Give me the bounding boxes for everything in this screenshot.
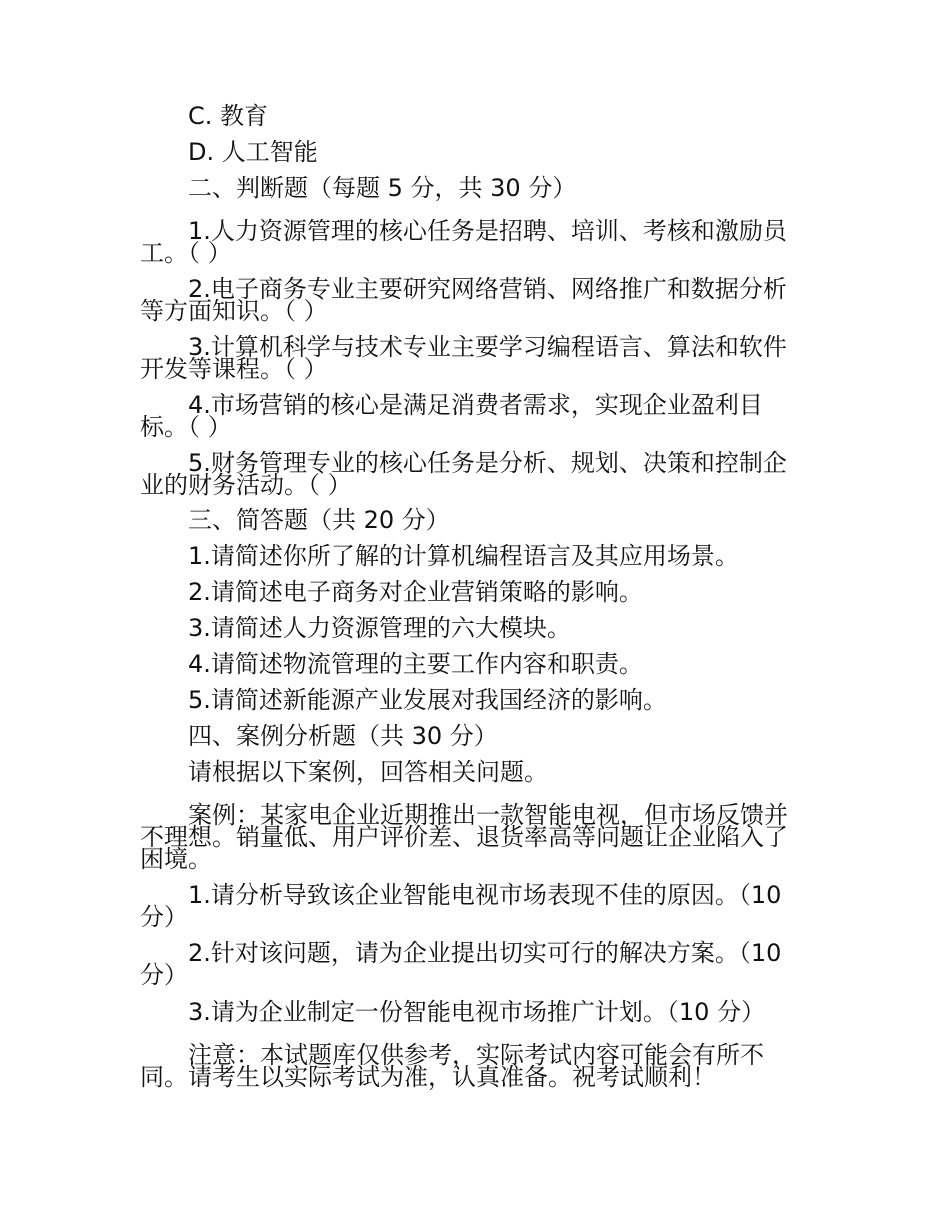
case-text-line-3: 困境。 — [140, 845, 212, 873]
case-question-1 — [140, 870, 808, 931]
section-4-heading: 四、案例分析题（共 30 分） — [188, 722, 498, 750]
judge-item-1 — [140, 206, 808, 267]
closing-note-line-2: 同。请考生以实际考试为准，认真准备。祝考试顺利！ — [140, 1063, 716, 1091]
case-question-3: 3.请为企业制定一份智能电视市场推广计划。（10 分） — [188, 998, 766, 1026]
case-question-2 — [140, 928, 808, 989]
option-d: D. 人工智能 — [188, 138, 318, 166]
document-page — [140, 98, 808, 1091]
case-text-line-1: 案例：某家电企业近期推出一款智能电视，但市场反馈并 — [188, 801, 788, 829]
short-answer-2: 2.请简述电子商务对企业营销策略的影响。 — [188, 578, 643, 606]
judge-item-1-line-2: 工。（ ） — [140, 239, 232, 267]
judge-item-3 — [140, 322, 808, 383]
case-question-2-line-1: 2.针对该问题，请为企业提出切实可行的解决方案。（10 — [188, 939, 782, 967]
case-text-line-2: 不理想。销量低、用户评价差、退货率高等问题让企业陷入了 — [140, 823, 788, 851]
judge-item-2-line-1: 2.电子商务专业主要研究网络营销、网络推广和数据分析 — [188, 275, 787, 303]
judge-item-2 — [140, 264, 808, 325]
section-3-heading: 三、简答题（共 20 分） — [188, 506, 450, 534]
judge-item-3-line-1: 3.计算机科学与技术专业主要学习编程语言、算法和软件 — [188, 333, 787, 361]
judge-item-5-line-2: 业的财务活动。（ ） — [140, 471, 352, 499]
short-answer-4: 4.请简述物流管理的主要工作内容和职责。 — [188, 650, 643, 678]
judge-item-1-line-1: 1.人力资源管理的核心任务是招聘、培训、考核和激励员 — [188, 217, 787, 245]
judge-item-4 — [140, 380, 808, 441]
judge-item-4-line-2: 标。（ ） — [140, 413, 232, 441]
judge-item-2-line-2: 等方面知识。（ ） — [140, 297, 328, 325]
section-2-heading: 二、判断题（每题 5 分，共 30 分） — [188, 174, 577, 202]
case-question-1-line-1: 1.请分析导致该企业智能电视市场表现不佳的原因。（10 — [188, 881, 782, 909]
case-question-2-line-2: 分） — [140, 961, 188, 989]
short-answer-5: 5.请简述新能源产业发展对我国经济的影响。 — [188, 686, 667, 714]
case-intro: 请根据以下案例，回答相关问题。 — [188, 758, 548, 786]
judge-item-3-line-2: 开发等课程。（ ） — [140, 355, 328, 383]
option-c: C. 教育 — [188, 102, 269, 130]
short-answer-3: 3.请简述人力资源管理的六大模块。 — [188, 614, 571, 642]
short-answer-1: 1.请简述你所了解的计算机编程语言及其应用场景。 — [188, 542, 739, 570]
closing-note-line-1: 注意：本试题库仅供参考，实际考试内容可能会有所不 — [188, 1041, 764, 1069]
judge-item-4-line-1: 4.市场营销的核心是满足消费者需求，实现企业盈利目 — [188, 391, 763, 419]
judge-item-5-line-1: 5.财务管理专业的核心任务是分析、规划、决策和控制企 — [188, 449, 787, 477]
closing-note — [140, 1030, 808, 1091]
case-text — [140, 790, 808, 873]
case-question-1-line-2: 分） — [140, 903, 188, 931]
judge-item-5 — [140, 438, 808, 499]
